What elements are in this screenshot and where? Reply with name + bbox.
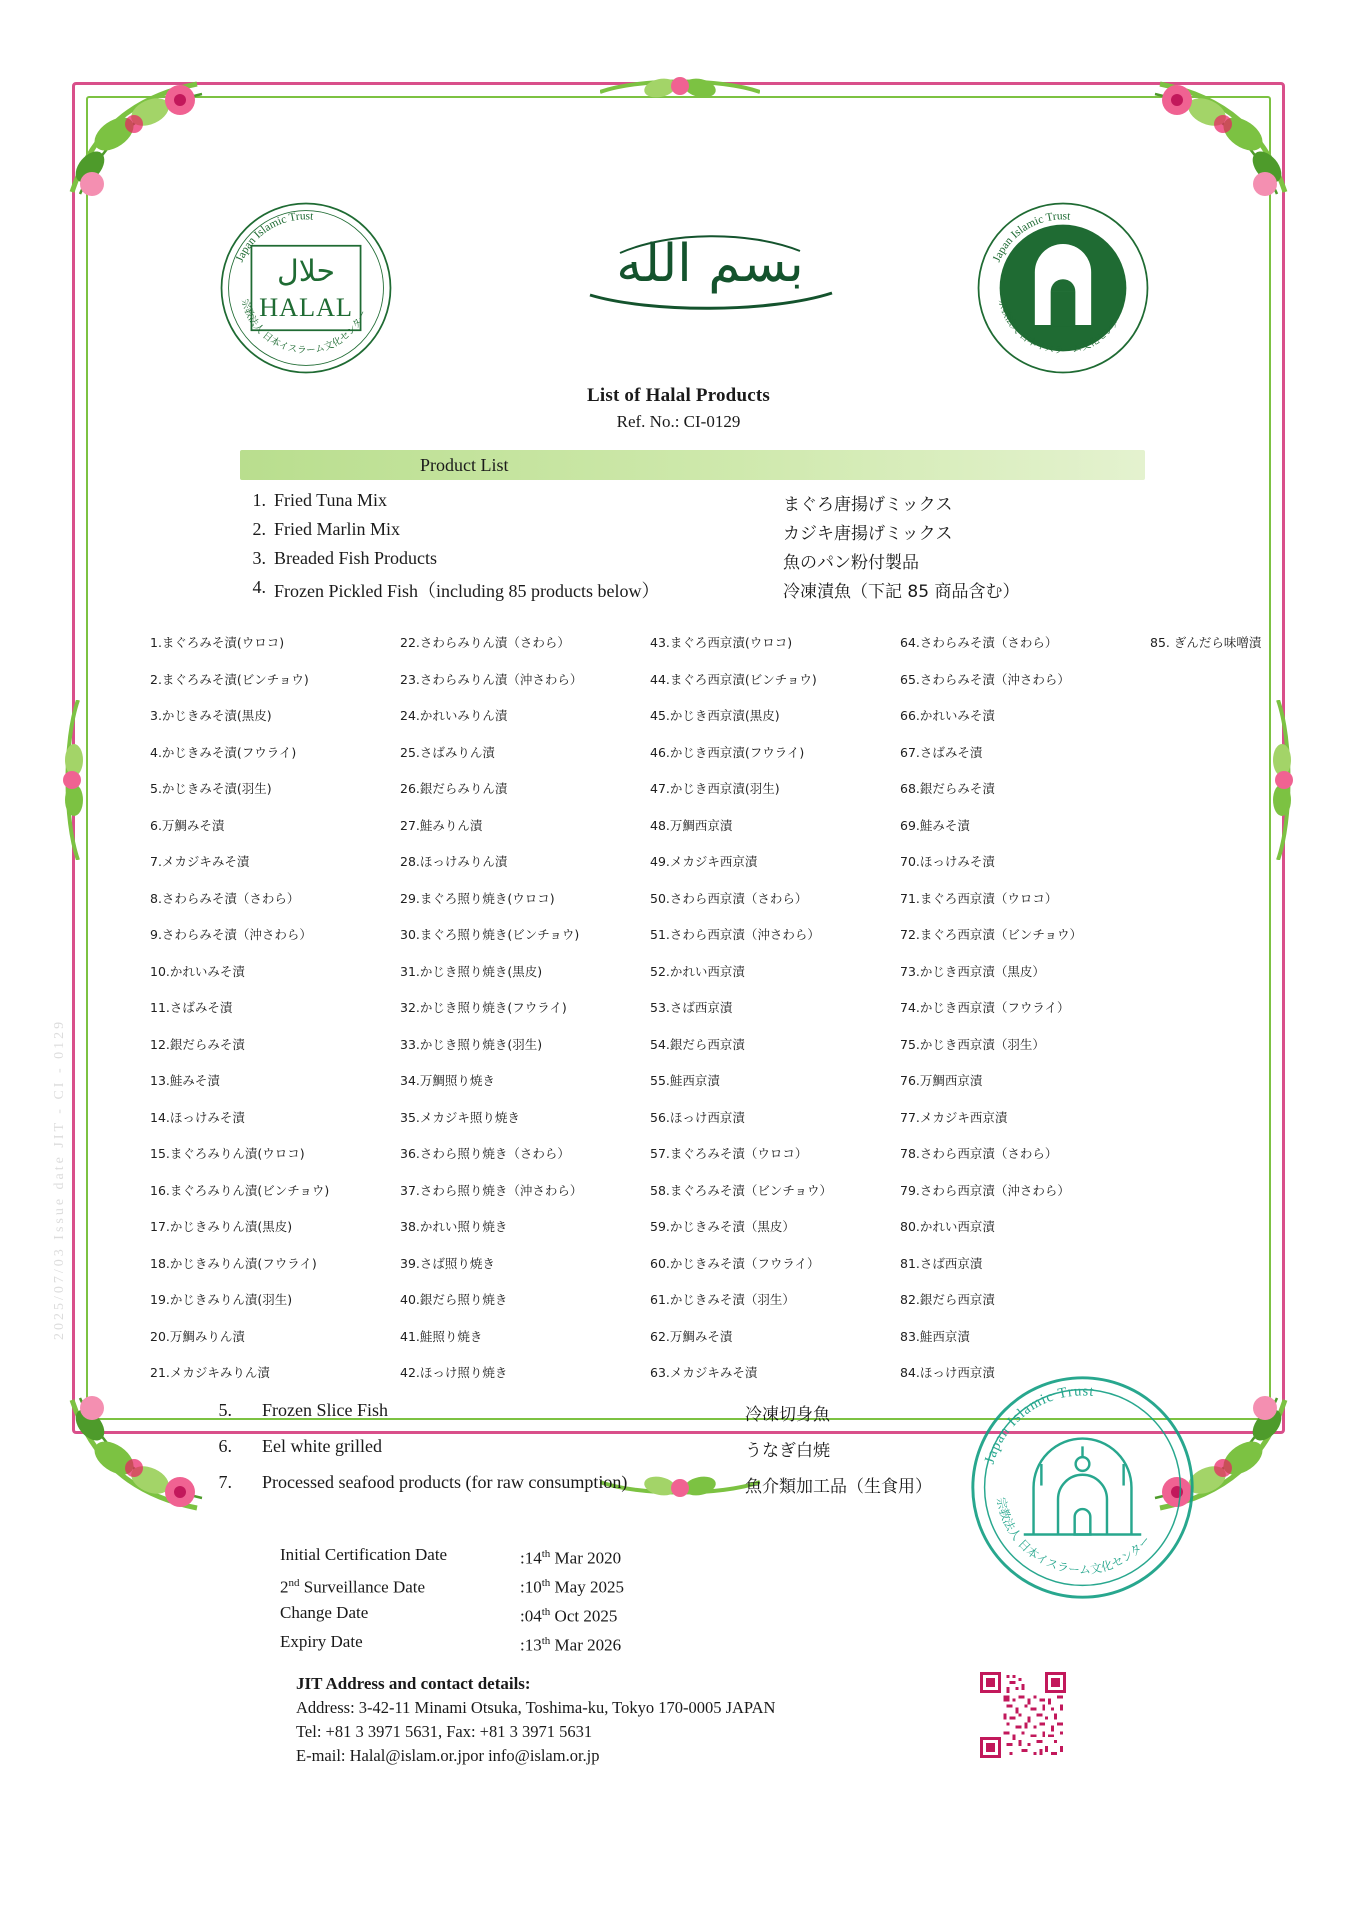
grid-cell: 11.さばみそ漬 <box>150 1000 233 1015</box>
svg-text:HALAL: HALAL <box>259 292 353 323</box>
product-grid-column-3 <box>650 625 900 1392</box>
grid-cell: 72.まぐろ西京漬（ビンチョウ） <box>900 927 1083 942</box>
grid-cell: 28.ほっけみりん漬 <box>400 854 508 869</box>
grid-cell: 78.さわら西京漬（さわら） <box>900 1146 1058 1161</box>
grid-cell: 26.銀だらみりん漬 <box>400 781 508 796</box>
svg-text:宗教法人 日本イスラーム文化センター: 宗教法人 日本イスラーム文化センター <box>238 298 370 357</box>
date-label: Expiry Date <box>280 1632 363 1651</box>
grid-cell: 21.メカジキみりん漬 <box>150 1365 270 1380</box>
grid-cell: 68.銀だらみそ漬 <box>900 781 995 796</box>
svg-text:Japan Islamic Trust: Japan Islamic Trust <box>990 210 1071 264</box>
grid-cell: 67.さばみそ漬 <box>900 744 983 760</box>
item-number: 5. <box>218 1400 232 1420</box>
svg-text:宗教法人 日本イスラーム文化センター: 宗教法人 日本イスラーム文化センター <box>995 298 1127 357</box>
grid-cell: 51.さわら西京漬（沖さわら） <box>650 927 820 942</box>
svg-text:بسم الله: بسم الله <box>616 234 804 294</box>
grid-cell: 49.メカジキ西京漬 <box>650 854 758 869</box>
page-title: List of Halal Products <box>587 385 770 406</box>
date-value: :14th Mar 2020 <box>520 1548 622 1568</box>
list-item <box>238 519 1158 548</box>
grid-cell: 79.さわら西京漬（沖さわら） <box>900 1182 1070 1198</box>
qr-code-icon <box>980 1672 1066 1758</box>
halal-seal-icon <box>218 200 394 376</box>
grid-cell: 52.かれい西京漬 <box>650 963 745 979</box>
grid-cell: 38.かれい照り焼き <box>400 1219 508 1234</box>
grid-cell: 16.まぐろみりん漬(ビンチョウ) <box>150 1182 330 1198</box>
date-value: :04th Oct 2025 <box>520 1606 618 1626</box>
item-number: 1. <box>252 490 266 510</box>
product-grid-column-5 <box>1150 625 1310 662</box>
product-list-label: Product List <box>420 455 509 475</box>
round-approval-stamp-icon <box>965 1370 1200 1605</box>
grid-cell: 75.かじき西京漬（羽生） <box>900 1036 1045 1052</box>
grid-cell: 83.鮭西京漬 <box>900 1328 970 1344</box>
page-watermark: 2025/07/03 Issue date JIT - CI - 0129 <box>52 1018 67 1340</box>
grid-cell: 85. ぎんだら味噌漬 <box>1150 635 1262 650</box>
grid-cell: 15.まぐろみりん漬(ウロコ) <box>150 1146 305 1161</box>
grid-cell: 64.さわらみそ漬（さわら） <box>900 635 1058 650</box>
grid-cell: 2.まぐろみそ漬(ビンチョウ) <box>150 671 309 687</box>
grid-cell: 42.ほっけ照り焼き <box>400 1365 508 1380</box>
item-label-en: Fried Tuna Mix <box>274 490 388 510</box>
grid-cell: 43.まぐろ西京漬(ウロコ) <box>650 635 793 650</box>
contact-details <box>296 1672 775 1768</box>
main-product-list <box>238 490 1158 606</box>
date-label: 2nd Surveillance Date <box>280 1577 426 1597</box>
grid-cell: 70.ほっけみそ漬 <box>900 854 995 869</box>
grid-cell: 73.かじき西京漬（黒皮） <box>900 963 1045 979</box>
grid-cell: 14.ほっけみそ漬 <box>150 1109 245 1125</box>
grid-cell: 32.かじき照り焼き(フウライ) <box>400 1000 567 1015</box>
product-grid-column-4 <box>900 625 1150 1392</box>
grid-cell: 55.鮭西京漬 <box>650 1073 720 1088</box>
item-label-jp: 魚介類加工品（生食用） <box>745 1477 932 1497</box>
grid-cell: 53.さば西京漬 <box>650 1000 733 1015</box>
grid-cell: 25.さばみりん漬 <box>400 744 495 760</box>
grid-cell: 6.万鯛みそ漬 <box>150 817 225 833</box>
bismillah-calligraphy-icon <box>560 195 860 325</box>
grid-cell: 36.さわら照り焼き（さわら） <box>400 1146 570 1161</box>
svg-text:Japan Islamic Trust: Japan Islamic Trust <box>981 1383 1096 1466</box>
item-label-en: Processed seafood products (for raw consumption) <box>262 1472 628 1492</box>
grid-cell: 84.ほっけ西京漬 <box>900 1365 995 1380</box>
date-label: Change Date <box>280 1603 369 1622</box>
item-label-en: Breaded Fish Products <box>274 548 437 568</box>
date-value: :13th Mar 2026 <box>520 1635 622 1655</box>
item-label-jp: まぐろ唐揚げミックス <box>783 495 953 515</box>
grid-cell: 66.かれいみそ漬 <box>900 708 995 723</box>
grid-cell: 24.かれいみりん漬 <box>400 708 508 723</box>
grid-cell: 45.かじき西京漬(黒皮) <box>650 708 780 723</box>
grid-cell: 65.さわらみそ漬（沖さわら） <box>900 671 1070 687</box>
grid-cell: 54.銀だら西京漬 <box>650 1036 745 1052</box>
item-number: 6. <box>218 1436 232 1456</box>
grid-cell: 13.鮭みそ漬 <box>150 1073 220 1088</box>
grid-cell: 48.万鯛西京漬 <box>650 817 733 833</box>
item-number: 2. <box>252 519 266 539</box>
grid-cell: 4.かじきみそ漬(フウライ) <box>150 744 297 760</box>
date-value: :10th May 2025 <box>520 1577 624 1597</box>
item-label-en: Fried Marlin Mix <box>274 519 400 539</box>
grid-cell: 20.万鯛みりん漬 <box>150 1328 245 1344</box>
grid-cell: 37.さわら照り焼き（沖さわら） <box>400 1182 583 1198</box>
item-label-jp: 冷凍切身魚 <box>745 1405 830 1425</box>
grid-cell: 8.さわらみそ漬（さわら） <box>150 890 300 906</box>
grid-cell: 17.かじきみりん漬(黒皮) <box>150 1219 293 1234</box>
list-item <box>238 490 1158 519</box>
grid-cell: 74.かじき西京漬（フウライ） <box>900 1000 1070 1015</box>
item-label-jp: 冷凍漬魚（下記 85 商品含む） <box>783 582 1020 602</box>
grid-cell: 71.まぐろ西京漬（ウロコ） <box>900 890 1058 906</box>
grid-cell: 3.かじきみそ漬(黒皮) <box>150 708 272 723</box>
grid-cell: 18.かじきみりん漬(フウライ) <box>150 1255 317 1271</box>
grid-cell: 39.さば照り焼き <box>400 1255 495 1271</box>
reference-number: Ref. No.: CI-0129 <box>616 412 741 431</box>
japan-islamic-trust-seal-icon <box>975 200 1151 376</box>
item-label-en: Frozen Pickled Fish（including 85 products below） <box>274 581 660 601</box>
grid-cell: 10.かれいみそ漬 <box>150 963 245 979</box>
grid-cell: 50.さわら西京漬（さわら） <box>650 890 808 906</box>
grid-cell: 82.銀だら西京漬 <box>900 1292 995 1307</box>
grid-cell: 81.さば西京漬 <box>900 1255 983 1271</box>
item-number: 4. <box>252 577 266 597</box>
grid-cell: 44.まぐろ西京漬(ビンチョウ) <box>650 671 817 687</box>
grid-cell: 46.かじき西京漬(フウライ) <box>650 744 805 760</box>
item-label-jp: 魚のパン粉付製品 <box>783 553 919 573</box>
contact-phone: Tel: +81 3 3971 5631, Fax: +81 3 3971 5631 <box>296 1722 593 1741</box>
grid-cell: 5.かじきみそ漬(羽生) <box>150 781 272 796</box>
grid-cell: 58.まぐろみそ漬（ビンチョウ） <box>650 1182 833 1198</box>
grid-cell: 35.メカジキ照り焼き <box>400 1109 520 1125</box>
grid-cell: 27.鮭みりん漬 <box>400 817 483 833</box>
contact-title: JIT Address and contact details: <box>296 1674 531 1693</box>
grid-cell: 57.まぐろみそ漬（ウロコ） <box>650 1146 808 1161</box>
grid-cell: 76.万鯛西京漬 <box>900 1073 983 1088</box>
grid-cell: 47.かじき西京漬(羽生) <box>650 781 780 796</box>
grid-cell: 9.さわらみそ漬（沖さわら） <box>150 927 312 942</box>
product-list-band <box>240 450 1145 480</box>
grid-cell: 7.メカジキみそ漬 <box>150 854 250 869</box>
grid-cell: 34.万鯛照り焼き <box>400 1073 495 1088</box>
grid-cell: 62.万鯛みそ漬 <box>650 1328 733 1344</box>
grid-cell: 60.かじきみそ漬（フウライ） <box>650 1255 820 1271</box>
svg-text:宗教法人 日本イスラーム文化センター: 宗教法人 日本イスラーム文化センター <box>993 1496 1154 1577</box>
list-item <box>238 577 1158 606</box>
item-label-jp: うなぎ白焼 <box>745 1441 830 1461</box>
grid-cell: 61.かじきみそ漬（羽生） <box>650 1292 795 1307</box>
item-number: 7. <box>218 1472 232 1492</box>
grid-cell: 29.まぐろ照り焼き(ウロコ) <box>400 890 555 906</box>
item-label-jp: カジキ唐揚げミックス <box>783 524 953 544</box>
grid-cell: 23.さわらみりん漬（沖さわら） <box>400 671 583 687</box>
svg-text:حلال: حلال <box>276 253 336 289</box>
grid-cell: 56.ほっけ西京漬 <box>650 1109 745 1125</box>
grid-cell: 41.鮭照り焼き <box>400 1328 483 1344</box>
grid-cell: 69.鮭みそ漬 <box>900 817 970 833</box>
grid-cell: 30.まぐろ照り焼き(ビンチョウ) <box>400 927 580 942</box>
grid-cell: 63.メカジキみそ漬 <box>650 1365 758 1380</box>
grid-cell: 31.かじき照り焼き(黒皮) <box>400 963 543 979</box>
contact-address: Address: 3-42-11 Minami Otsuka, Toshima-ku, Tokyo 170-0005 JAPAN <box>296 1698 776 1717</box>
grid-cell: 22.さわらみりん漬（さわら） <box>400 635 570 650</box>
item-number: 3. <box>252 548 266 568</box>
list-item <box>238 548 1158 577</box>
item-label-en: Frozen Slice Fish <box>262 1400 388 1420</box>
svg-text:Japan Islamic Trust: Japan Islamic Trust <box>233 210 314 264</box>
grid-cell: 19.かじきみりん漬(羽生) <box>150 1292 293 1307</box>
grid-cell: 33.かじき照り焼き(羽生) <box>400 1036 543 1052</box>
contact-email: E-mail: Halal@islam.or.jpor info@islam.or.jp <box>296 1746 600 1765</box>
grid-cell: 59.かじきみそ漬（黒皮） <box>650 1219 795 1234</box>
date-label: Initial Certification Date <box>280 1545 448 1564</box>
grid-cell: 12.銀だらみそ漬 <box>150 1036 245 1052</box>
grid-cell: 80.かれい西京漬 <box>900 1219 995 1234</box>
item-label-en: Eel white grilled <box>262 1436 382 1456</box>
grid-cell: 77.メカジキ西京漬 <box>900 1109 1008 1125</box>
grid-cell: 40.銀だら照り焼き <box>400 1292 508 1307</box>
product-grid-column-1 <box>150 625 400 1392</box>
grid-cell: 1.まぐろみそ漬(ウロコ) <box>150 635 285 650</box>
product-grid-column-2 <box>400 625 650 1392</box>
